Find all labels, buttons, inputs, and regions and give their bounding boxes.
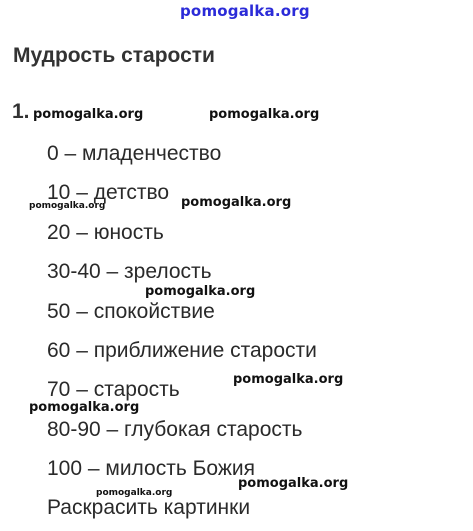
age-stage-item: 60 – приближение старости [47,339,317,362]
site-watermark-header: pomogalka.org [180,2,310,20]
watermark-text: pomogalka.org [33,107,144,122]
age-stage-item: 80-90 – глубокая старость [47,418,303,441]
watermark-text: pomogalka.org [29,400,140,415]
watermark-text: pomogalka.org [181,195,292,210]
age-stage-item: 30-40 – зрелость [47,260,212,283]
page-title: Мудрость старости [13,44,215,67]
watermark-text: pomogalka.org [96,488,173,498]
task-instruction: Раскрасить картинки [47,496,251,519]
age-stage-item: 70 – старость [47,378,180,401]
age-stage-item: 10 – детство [47,181,170,204]
watermark-text: pomogalka.org [238,476,349,491]
watermark-text: pomogalka.org [209,107,320,122]
age-stage-item: 20 – юность [47,221,164,244]
age-stage-item: 50 – спокойствие [47,300,215,323]
watermark-text: pomogalka.org [145,284,256,299]
task-number: 1. [12,100,30,123]
age-stage-item: 100 – милость Божия [47,457,255,480]
watermark-text: pomogalka.org [29,201,106,211]
watermark-text: pomogalka.org [233,372,344,387]
age-stage-item: 0 – младенчество [47,142,222,165]
